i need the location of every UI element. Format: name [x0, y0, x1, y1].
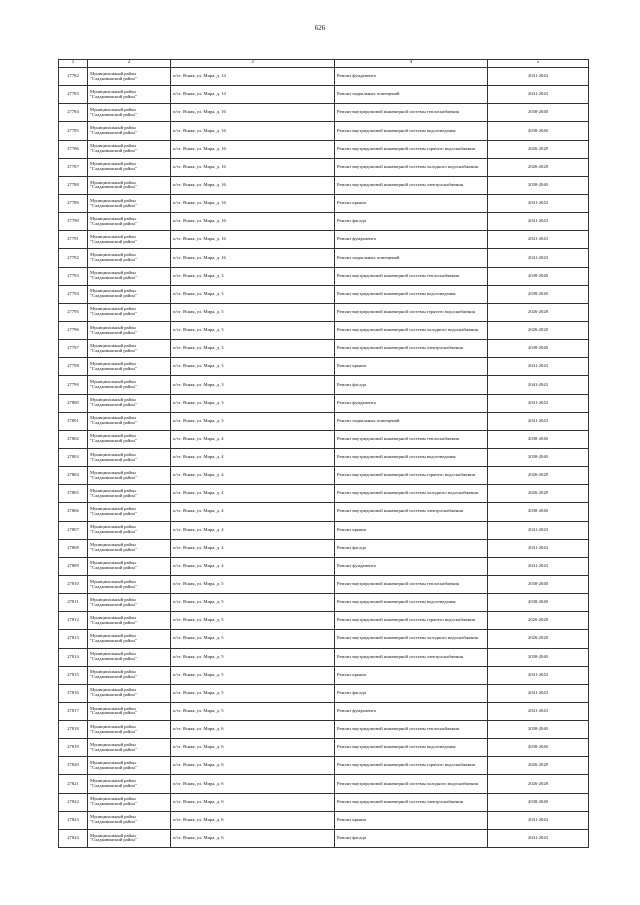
- work-type-cell: Ремонт фасада: [335, 376, 488, 394]
- row-number-cell: 27790: [59, 213, 88, 231]
- district-cell: Муниципальный район "Сладковинский район": [88, 721, 171, 739]
- table-row: [59, 684, 589, 702]
- table-row: [59, 231, 589, 249]
- district-cell: Муниципальный район "Сладковинский район": [88, 412, 171, 430]
- row-number-cell: 27793: [59, 267, 88, 285]
- address-cell: п/ст. Ясная, ул. Мира, д. 16: [171, 122, 335, 140]
- row-number-cell: 27819: [59, 739, 88, 757]
- row-number-cell: 27814: [59, 648, 88, 666]
- district-cell: Муниципальный район "Сладковинский район": [88, 811, 171, 829]
- period-cell: 2041-2043: [488, 249, 589, 267]
- district-cell: Муниципальный район "Сладковинский район": [88, 739, 171, 757]
- row-number-cell: 27809: [59, 557, 88, 575]
- address-cell: п/ст. Ясная, ул. Мира, д. 5: [171, 575, 335, 593]
- table-row: [59, 267, 589, 285]
- row-number-cell: 27804: [59, 467, 88, 485]
- table-row: [59, 757, 589, 775]
- address-cell: п/ст. Ясная, ул. Мира, д. 4: [171, 430, 335, 448]
- period-cell: 2038-2040: [488, 430, 589, 448]
- table-row: [59, 612, 589, 630]
- row-number-cell: 27786: [59, 140, 88, 158]
- row-number-cell: 27797: [59, 340, 88, 358]
- address-cell: п/ст. Ясная, ул. Мира, д. 16: [171, 249, 335, 267]
- district-cell: Муниципальный район "Сладковинский район": [88, 557, 171, 575]
- work-type-cell: Ремонт внутридомовой инженерной системы электроснабжения: [335, 176, 488, 194]
- period-cell: 2041-2043: [488, 194, 589, 212]
- address-cell: п/ст. Ясная, ул. Мира, д. 16: [171, 231, 335, 249]
- table-row: [59, 467, 589, 485]
- work-type-cell: Ремонт внутридомовой инженерной системы холодного водоснабжения: [335, 485, 488, 503]
- row-number-cell: 27808: [59, 539, 88, 557]
- row-number-cell: 27798: [59, 358, 88, 376]
- work-type-cell: Ремонт фундамента: [335, 68, 488, 86]
- address-cell: п/ст. Ясная, ул. Мира, д. 3: [171, 267, 335, 285]
- work-type-cell: Ремонт фундамента: [335, 702, 488, 720]
- table-row: [59, 140, 589, 158]
- address-cell: п/ст. Ясная, ул. Мира, д. 5: [171, 702, 335, 720]
- work-type-cell: Ремонт фасада: [335, 829, 488, 847]
- work-type-cell: Ремонт подвальных помещений: [335, 86, 488, 104]
- table-row: [59, 86, 589, 104]
- district-cell: Муниципальный район "Сладковинский район": [88, 430, 171, 448]
- work-type-cell: Ремонт внутридомовой инженерной системы теплоснабжения: [335, 430, 488, 448]
- period-cell: 2041-2043: [488, 394, 589, 412]
- address-cell: п/ст. Ясная, ул. Мира, д. 4: [171, 557, 335, 575]
- work-type-cell: Ремонт внутридомовой инженерной системы теплоснабжения: [335, 721, 488, 739]
- row-number-cell: 27818: [59, 721, 88, 739]
- period-cell: 2038-2040: [488, 122, 589, 140]
- table-row: [59, 666, 589, 684]
- period-cell: 2041-2043: [488, 811, 589, 829]
- row-number-cell: 27792: [59, 249, 88, 267]
- row-number-cell: 27787: [59, 158, 88, 176]
- row-number-cell: 27806: [59, 503, 88, 521]
- table-row: [59, 793, 589, 811]
- period-cell: 2038-2040: [488, 503, 589, 521]
- period-cell: 2026-2028: [488, 485, 589, 503]
- table-row: [59, 176, 589, 194]
- table-row: [59, 376, 589, 394]
- address-cell: п/ст. Ясная, ул. Мира, д. 4: [171, 503, 335, 521]
- row-number-cell: 27810: [59, 575, 88, 593]
- table-header-row: [59, 60, 589, 68]
- address-cell: п/ст. Ясная, ул. Мира, д. 3: [171, 376, 335, 394]
- period-cell: 2041-2043: [488, 666, 589, 684]
- work-type-cell: Ремонт внутридомовой инженерной системы горячего водоснабжения: [335, 757, 488, 775]
- table-row: [59, 485, 589, 503]
- row-number-cell: 27807: [59, 521, 88, 539]
- period-cell: 2026-2028: [488, 775, 589, 793]
- row-number-cell: 27800: [59, 394, 88, 412]
- work-type-cell: Ремонт внутридомовой инженерной системы горячего водоснабжения: [335, 140, 488, 158]
- row-number-cell: 27803: [59, 448, 88, 466]
- table-row: [59, 594, 589, 612]
- work-type-cell: Ремонт внутридомовой инженерной системы электроснабжения: [335, 793, 488, 811]
- table-row: [59, 285, 589, 303]
- table-body: [59, 68, 589, 848]
- address-cell: п/ст. Ясная, ул. Мира, д. 16: [171, 176, 335, 194]
- work-type-cell: Ремонт внутридомовой инженерной системы холодного водоснабжения: [335, 630, 488, 648]
- row-number-cell: 27815: [59, 666, 88, 684]
- table-row: [59, 721, 589, 739]
- district-cell: Муниципальный район "Сладковинский район": [88, 539, 171, 557]
- table-row: [59, 358, 589, 376]
- district-cell: Муниципальный район "Сладковинский район": [88, 793, 171, 811]
- row-number-cell: 27801: [59, 412, 88, 430]
- address-cell: п/ст. Ясная, ул. Мира, д. 16: [171, 140, 335, 158]
- address-cell: п/ст. Ясная, ул. Мира, д. 4: [171, 448, 335, 466]
- work-type-cell: Ремонт внутридомовой инженерной системы водоотведения: [335, 739, 488, 757]
- district-cell: Муниципальный район "Сладковинский район": [88, 394, 171, 412]
- work-type-cell: Ремонт фасада: [335, 213, 488, 231]
- district-cell: Муниципальный район "Сладковинский район": [88, 249, 171, 267]
- row-number-cell: 27789: [59, 194, 88, 212]
- table-row: [59, 775, 589, 793]
- period-cell: 2038-2040: [488, 448, 589, 466]
- district-cell: Муниципальный район "Сладковинский район": [88, 213, 171, 231]
- district-cell: Муниципальный район "Сладковинский район": [88, 467, 171, 485]
- work-type-cell: Ремонт внутридомовой инженерной системы холодного водоснабжения: [335, 775, 488, 793]
- address-cell: п/ст. Ясная, ул. Мира, д. 5: [171, 630, 335, 648]
- work-type-cell: Ремонт внутридомовой инженерной системы электроснабжения: [335, 648, 488, 666]
- period-cell: 2041-2043: [488, 684, 589, 702]
- row-number-cell: 27802: [59, 430, 88, 448]
- district-cell: Муниципальный район "Сладковинский район": [88, 702, 171, 720]
- address-cell: п/ст. Ясная, ул. Мира, д. 16: [171, 104, 335, 122]
- district-cell: Муниципальный район "Сладковинский район": [88, 104, 171, 122]
- work-type-cell: Ремонт фундамента: [335, 231, 488, 249]
- table-row: [59, 521, 589, 539]
- table-row: [59, 739, 589, 757]
- work-type-cell: Ремонт подвальных помещений: [335, 249, 488, 267]
- period-cell: 2041-2043: [488, 521, 589, 539]
- period-cell: 2041-2043: [488, 412, 589, 430]
- work-type-cell: Ремонт внутридомовой инженерной системы водоотведения: [335, 122, 488, 140]
- address-cell: п/ст. Ясная, ул. Мира, д. 4: [171, 467, 335, 485]
- period-cell: 2041-2043: [488, 213, 589, 231]
- period-cell: 2026-2028: [488, 630, 589, 648]
- district-cell: Муниципальный район "Сладковинский район": [88, 575, 171, 593]
- table-row: [59, 122, 589, 140]
- row-number-cell: 27794: [59, 285, 88, 303]
- period-cell: 2026-2028: [488, 757, 589, 775]
- district-cell: Муниципальный район "Сладковинский район": [88, 358, 171, 376]
- period-cell: 2038-2040: [488, 721, 589, 739]
- district-cell: Муниципальный район "Сладковинский район": [88, 68, 171, 86]
- district-cell: Муниципальный район "Сладковинский район": [88, 267, 171, 285]
- row-number-cell: 27811: [59, 594, 88, 612]
- district-cell: Муниципальный район "Сладковинский район": [88, 376, 171, 394]
- table-row: [59, 194, 589, 212]
- table-row: [59, 448, 589, 466]
- row-number-cell: 27784: [59, 104, 88, 122]
- work-type-cell: Ремонт фасада: [335, 539, 488, 557]
- district-cell: Муниципальный район "Сладковинский район": [88, 448, 171, 466]
- column-header: 2: [88, 60, 171, 68]
- period-cell: 2041-2043: [488, 702, 589, 720]
- work-type-cell: Ремонт внутридомовой инженерной системы водоотведения: [335, 448, 488, 466]
- row-number-cell: 27799: [59, 376, 88, 394]
- address-cell: п/ст. Ясная, ул. Мира, д. 6: [171, 829, 335, 847]
- row-number-cell: 27805: [59, 485, 88, 503]
- work-type-cell: Ремонт подвальных помещений: [335, 412, 488, 430]
- period-cell: 2038-2040: [488, 793, 589, 811]
- period-cell: 2038-2040: [488, 340, 589, 358]
- district-cell: Муниципальный район "Сладковинский район": [88, 648, 171, 666]
- row-number-cell: 27822: [59, 793, 88, 811]
- address-cell: п/ст. Ясная, ул. Мира, д. 5: [171, 666, 335, 684]
- table-row: [59, 575, 589, 593]
- period-cell: 2041-2043: [488, 557, 589, 575]
- row-number-cell: 27816: [59, 684, 88, 702]
- address-cell: п/ст. Ясная, ул. Мира, д. 6: [171, 739, 335, 757]
- address-cell: п/ст. Ясная, ул. Мира, д. 3: [171, 321, 335, 339]
- work-type-cell: Ремонт внутридомовой инженерной системы горячего водоснабжения: [335, 467, 488, 485]
- address-cell: п/ст. Ясная, ул. Мира, д. 16: [171, 213, 335, 231]
- period-cell: 2038-2040: [488, 267, 589, 285]
- address-cell: п/ст. Ясная, ул. Мира, д. 6: [171, 721, 335, 739]
- address-cell: п/ст. Ясная, ул. Мира, д. 5: [171, 594, 335, 612]
- work-type-cell: Ремонт внутридомовой инженерной системы электроснабжения: [335, 340, 488, 358]
- address-cell: п/ст. Ясная, ул. Мира, д. 14: [171, 68, 335, 86]
- address-cell: п/ст. Ясная, ул. Мира, д. 6: [171, 757, 335, 775]
- column-header: 5: [488, 60, 589, 68]
- period-cell: 2041-2043: [488, 539, 589, 557]
- row-number-cell: 27785: [59, 122, 88, 140]
- district-cell: Муниципальный район "Сладковинский район": [88, 340, 171, 358]
- work-type-cell: Ремонт фундамента: [335, 557, 488, 575]
- period-cell: 2038-2040: [488, 176, 589, 194]
- period-cell: 2026-2028: [488, 612, 589, 630]
- table-row: [59, 104, 589, 122]
- address-cell: п/ст. Ясная, ул. Мира, д. 3: [171, 358, 335, 376]
- district-cell: Муниципальный район "Сладковинский район": [88, 194, 171, 212]
- period-cell: 2026-2028: [488, 158, 589, 176]
- work-type-cell: Ремонт внутридомовой инженерной системы водоотведения: [335, 285, 488, 303]
- table-row: [59, 539, 589, 557]
- period-cell: 2038-2040: [488, 285, 589, 303]
- period-cell: 2038-2040: [488, 575, 589, 593]
- period-cell: 2041-2043: [488, 68, 589, 86]
- column-header: 4: [335, 60, 488, 68]
- district-cell: Муниципальный район "Сладковинский район": [88, 757, 171, 775]
- work-type-cell: Ремонт внутридомовой инженерной системы холодного водоснабжения: [335, 321, 488, 339]
- work-type-cell: Ремонт крыши: [335, 521, 488, 539]
- table-row: [59, 394, 589, 412]
- row-number-cell: 27782: [59, 68, 88, 86]
- period-cell: 2026-2028: [488, 467, 589, 485]
- district-cell: Муниципальный район "Сладковинский район": [88, 303, 171, 321]
- table-row: [59, 340, 589, 358]
- district-cell: Муниципальный район "Сладковинский район": [88, 684, 171, 702]
- table-row: [59, 648, 589, 666]
- row-number-cell: 27788: [59, 176, 88, 194]
- district-cell: Муниципальный район "Сладковинский район": [88, 829, 171, 847]
- address-cell: п/ст. Ясная, ул. Мира, д. 6: [171, 793, 335, 811]
- page-number: 626: [314, 24, 326, 32]
- repair-schedule-table: [58, 59, 589, 848]
- work-type-cell: Ремонт внутридомовой инженерной системы холодного водоснабжения: [335, 158, 488, 176]
- district-cell: Муниципальный район "Сладковинский район": [88, 630, 171, 648]
- address-cell: п/ст. Ясная, ул. Мира, д. 3: [171, 340, 335, 358]
- table-row: [59, 811, 589, 829]
- address-cell: п/ст. Ясная, ул. Мира, д. 5: [171, 648, 335, 666]
- address-cell: п/ст. Ясная, ул. Мира, д. 14: [171, 86, 335, 104]
- address-cell: п/ст. Ясная, ул. Мира, д. 5: [171, 612, 335, 630]
- table-row: [59, 68, 589, 86]
- table-row: [59, 303, 589, 321]
- row-number-cell: 27791: [59, 231, 88, 249]
- row-number-cell: 27821: [59, 775, 88, 793]
- period-cell: 2041-2043: [488, 358, 589, 376]
- column-header: 1: [59, 60, 88, 68]
- row-number-cell: 27817: [59, 702, 88, 720]
- work-type-cell: Ремонт крыши: [335, 358, 488, 376]
- period-cell: 2038-2040: [488, 739, 589, 757]
- district-cell: Муниципальный район "Сладковинский район": [88, 485, 171, 503]
- period-cell: 2026-2028: [488, 303, 589, 321]
- period-cell: 2038-2040: [488, 594, 589, 612]
- address-cell: п/ст. Ясная, ул. Мира, д. 3: [171, 285, 335, 303]
- address-cell: п/ст. Ясная, ул. Мира, д. 16: [171, 194, 335, 212]
- table-row: [59, 321, 589, 339]
- row-number-cell: 27820: [59, 757, 88, 775]
- work-type-cell: Ремонт внутридомовой инженерной системы теплоснабжения: [335, 104, 488, 122]
- address-cell: п/ст. Ясная, ул. Мира, д. 3: [171, 303, 335, 321]
- work-type-cell: Ремонт внутридомовой инженерной системы электроснабжения: [335, 503, 488, 521]
- period-cell: 2041-2043: [488, 86, 589, 104]
- district-cell: Муниципальный район "Сладковинский район": [88, 612, 171, 630]
- work-type-cell: Ремонт фасада: [335, 684, 488, 702]
- work-type-cell: Ремонт крыши: [335, 811, 488, 829]
- period-cell: 2026-2028: [488, 321, 589, 339]
- table-row: [59, 430, 589, 448]
- row-number-cell: 27796: [59, 321, 88, 339]
- table-row: [59, 702, 589, 720]
- address-cell: п/ст. Ясная, ул. Мира, д. 5: [171, 684, 335, 702]
- district-cell: Муниципальный район "Сладковинский район": [88, 86, 171, 104]
- table-row: [59, 557, 589, 575]
- column-header: 3: [171, 60, 335, 68]
- row-number-cell: 27795: [59, 303, 88, 321]
- address-cell: п/ст. Ясная, ул. Мира, д. 16: [171, 158, 335, 176]
- period-cell: 2038-2040: [488, 648, 589, 666]
- district-cell: Муниципальный район "Сладковинский район": [88, 503, 171, 521]
- table-row: [59, 630, 589, 648]
- row-number-cell: 27824: [59, 829, 88, 847]
- address-cell: п/ст. Ясная, ул. Мира, д. 4: [171, 539, 335, 557]
- work-type-cell: Ремонт внутридомовой инженерной системы водоотведения: [335, 594, 488, 612]
- district-cell: Муниципальный район "Сладковинский район": [88, 158, 171, 176]
- district-cell: Муниципальный район "Сладковинский район": [88, 140, 171, 158]
- work-type-cell: Ремонт внутридомовой инженерной системы теплоснабжения: [335, 575, 488, 593]
- period-cell: 2026-2028: [488, 140, 589, 158]
- district-cell: Муниципальный район "Сладковинский район": [88, 594, 171, 612]
- district-cell: Муниципальный район "Сладковинский район": [88, 775, 171, 793]
- row-number-cell: 27823: [59, 811, 88, 829]
- address-cell: п/ст. Ясная, ул. Мира, д. 4: [171, 521, 335, 539]
- period-cell: 2041-2043: [488, 829, 589, 847]
- table-row: [59, 249, 589, 267]
- district-cell: Муниципальный район "Сладковинский район": [88, 122, 171, 140]
- address-cell: п/ст. Ясная, ул. Мира, д. 6: [171, 775, 335, 793]
- district-cell: Муниципальный район "Сладковинский район": [88, 285, 171, 303]
- row-number-cell: 27812: [59, 612, 88, 630]
- table-row: [59, 503, 589, 521]
- table-row: [59, 829, 589, 847]
- work-type-cell: Ремонт внутридомовой инженерной системы горячего водоснабжения: [335, 612, 488, 630]
- period-cell: 2041-2043: [488, 376, 589, 394]
- work-type-cell: Ремонт крыши: [335, 666, 488, 684]
- period-cell: 2041-2043: [488, 231, 589, 249]
- address-cell: п/ст. Ясная, ул. Мира, д. 6: [171, 811, 335, 829]
- row-number-cell: 27783: [59, 86, 88, 104]
- district-cell: Муниципальный район "Сладковинский район": [88, 231, 171, 249]
- work-type-cell: Ремонт внутридомовой инженерной системы теплоснабжения: [335, 267, 488, 285]
- district-cell: Муниципальный район "Сладковинский район": [88, 666, 171, 684]
- work-type-cell: Ремонт фундамента: [335, 394, 488, 412]
- row-number-cell: 27813: [59, 630, 88, 648]
- address-cell: п/ст. Ясная, ул. Мира, д. 3: [171, 412, 335, 430]
- table-row: [59, 213, 589, 231]
- address-cell: п/ст. Ясная, ул. Мира, д. 4: [171, 485, 335, 503]
- table-row: [59, 412, 589, 430]
- period-cell: 2038-2040: [488, 104, 589, 122]
- table-row: [59, 158, 589, 176]
- work-type-cell: Ремонт крыши: [335, 194, 488, 212]
- work-type-cell: Ремонт внутридомовой инженерной системы горячего водоснабжения: [335, 303, 488, 321]
- district-cell: Муниципальный район "Сладковинский район": [88, 321, 171, 339]
- district-cell: Муниципальный район "Сладковинский район": [88, 176, 171, 194]
- district-cell: Муниципальный район "Сладковинский район": [88, 521, 171, 539]
- address-cell: п/ст. Ясная, ул. Мира, д. 3: [171, 394, 335, 412]
